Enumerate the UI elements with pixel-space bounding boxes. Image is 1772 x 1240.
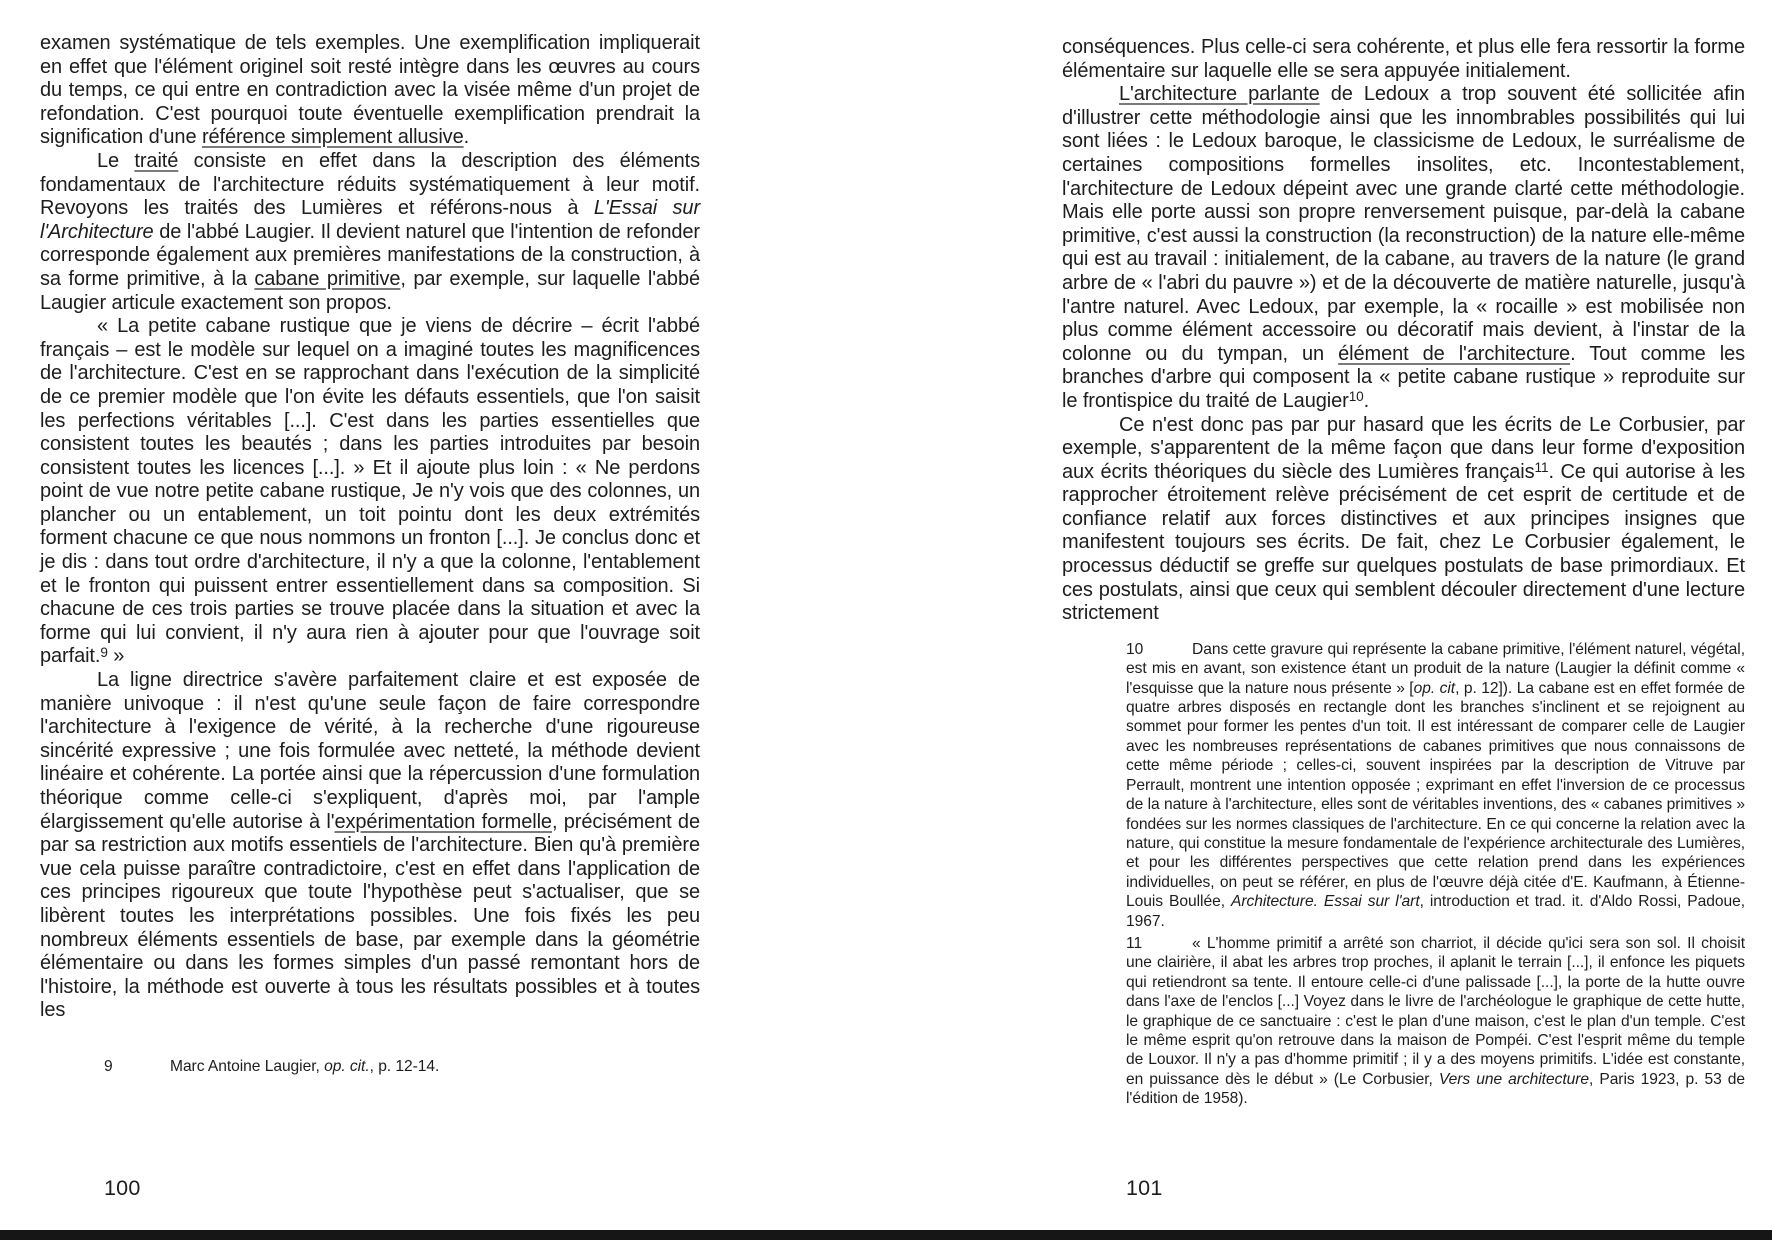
footnote-marker: 10 [1348,389,1364,405]
paragraph [40,150,700,315]
scan-bottom-edge [0,1230,1772,1240]
paragraph [40,315,700,669]
text-segment: , Paris 1923, p. 53 de l'édition de 1958). [1126,1070,1746,1108]
text-segment: Architecture. Essai sur l'art [1230,893,1420,911]
footnote-number: 11 [1126,934,1143,952]
text-segment: examen systématique de tels exemples. Une exemplification impliquerait en effet que l'élément originel soit resté intègre dans les œuvres au cours du temps, ce qui entre en contradiction avec la visée même d'un projet de refondation. C'est pourquoi toute éventuelle exemplification prendrait la signification d'une [40,32,700,149]
text-segment: » [107,645,125,668]
footnote-marker: 9 [100,644,108,660]
text-segment: consiste en effet dans la description des éléments fondamentaux de l'architecture réduits systématiquement à leur motif. Revoyons les traités des Lumières et référons-nous à [40,149,700,220]
text-segment: Dans cette gravure qui représente la cabane primitive, l'élément naturel, végétal, est mis en avant, son existence étant un produit de la nature (Laugier la définit comme « l'esquisse que la nature nous présente » [ [1126,640,1745,697]
footnotes-left [104,1057,664,1076]
body-text-right [1062,36,1745,626]
text-segment: op. cit. [324,1057,370,1075]
text-segment: Le [97,149,135,172]
text-segment: expérimentation formelle [334,810,552,833]
text-segment: Vers une architecture [1438,1070,1589,1088]
text-segment: référence simplement allusive [201,126,464,149]
text-segment: Ce n'est donc pas par pur hasard que les écrits de Le Corbusier, par exemple, s'apparentent de la même façon que dans leur forme d'exposition aux écrits théoriques du siècle des Lumières français [1062,413,1745,483]
footnote [1126,934,1745,1109]
footnote-number: 9 [104,1057,113,1075]
text-segment: L'architecture parlante [1119,83,1320,106]
footnote [104,1057,664,1076]
text-segment: L'Essai sur l'Architecture [40,197,701,243]
text-segment: traité [134,149,179,172]
paragraph [1062,83,1745,413]
text-segment: . Ce qui autorise à les rapprocher étroitement relève précisément de cet esprit de certitude et de confiance relatif aux forces distinctives et aux principes insignes que manifestent toujours ses écrits. De fait, chez Le Corbusier également, le processus déductif se greffe sur quelques postulats de base primordiaux. Et ces postulats, ainsi que ceux qui semblent découler directement d'une lecture strictement [1062,460,1746,625]
text-segment: conséquences. Plus celle-ci sera cohérente, et plus elle fera ressortir la forme élémentaire sur laquelle elle se sera appuyée initialement. [1062,36,1745,82]
text-segment: de l'abbé Laugier. Il devient naturel que l'intention de refonder corresponde également aux premières manifestations de la construction, à sa forme primitive, à la [40,220,700,290]
paragraph [40,669,700,1023]
text-segment: . Tout comme les branches d'arbre qui composent la « petite cabane rustique » reproduite sur le frontispice du traité de Laugier [1062,342,1745,412]
text-segment: op. cit [1413,679,1456,697]
text-segment: , par exemple, sur laquelle l'abbé Laugier articule exactement son propos. [40,267,701,314]
page-number-right: 101 [1126,1176,1163,1200]
text-segment: , p. 12]). La cabane est en effet formée de quatre arbres disposés en rectangle dont les branches s'inclinent et se rejoignent au sommet pour former les pentes d'un toit. Il est intéressant de comparer celle de Laugier avec les nombreuses représentations de cabanes primitives que nous connaissons de cette même période ; celles-ci, souvent inspirées par la description de Vitruve par Perrault, montrent une intention opposée ; exprimant en effet l'inversion de ce processus de la nature à l'architecture, elles sont de véritables inventions, des « cabanes primitives » fondées sur les normes classiques de l'architecture. En ce qui concerne la relation avec la nature, qui constitue la mesure fondamentale de l'expérience architecturale des Lumières, et pour les différentes perspectives que cette relation prend dans les expériences individuelles, on peut se référer, en plus de l'œuvre déjà citée d'E. Kaufmann, à Étienne-Louis Boullée, [1126,679,1745,911]
text-segment: « La petite cabane rustique que je viens de décrire – écrit l'abbé français – est le modèle sur lequel on a imaginé toutes les magnificences de l'architecture. C'est en se rapprochant dans l'exécution de la simplicité de ce premier modèle que l'on évite les défauts essentiels, que l'on saisit les perfections véritables [...]. C'est dans les parties essentielles que consistent toutes les beautés ; dans les parties introduites par besoin consistent toutes les licences [...]. » Et il ajoute plus loin : « Ne perdons point de vue notre petite cabane rustique, Je n'y vois que des colonnes, un plancher ou un entablement, un toit pointu dont les deux extrémités forment chacune ce que nous nommons un fronton [...]. Je conclus donc et je dis : dans tout ordre d'architecture, il n'y a que la colonne, l'entablement et le fronton qui puissent entrer essentiellement dans sa composition. Si chacune de ces trois parties se trouve placée dans la situation et avec la forme qui lui convient, il n'y aura rien à ajouter pour que l'ouvrage soit parfait. [40,315,700,668]
text-segment: « L'homme primitif a arrêté son charriot, il décide qu'ici sera son sol. Il choisit une clairière, il abat les arbres trop proches, il aplanit le terrain [...], il enfonce les piquets qui retiendront sa tente. Il entoure celle-ci d'une palissade [...], la porte de la hutte ouvre dans l'axe de l'enclos [...] Voyez dans le livre de l'archéologue le graphique de cette hutte, le graphique de ce sanctuaire : c'est le plan d'une maison, c'est le plan d'un temple. C'est le même esprit qu'on retrouve dans la maison de Pompéi. C'est l'esprit même du temple de Louxor. Il n'y a pas d'homme primitif ; il y a des moyens primitifs. L'idée est constante, en puissance dès le début » (Le Corbusier, [1126,934,1745,1088]
paragraph [1062,414,1745,626]
footnote [1126,640,1745,931]
page-number-left: 100 [104,1176,141,1200]
text-segment: de Ledoux a trop souvent été sollicitée afin d'illustrer cette méthodologie ainsi que les innombrables possibilités qui lui sont liées : le Ledoux baroque, le classicisme de Ledoux, le surréalisme de certaines compositions formelles insolites, etc. Incontestablement, l'architecture de Ledoux dépeint avec une grande clarté cette méthodologie. Mais elle porte aussi son propre renversement puisque, par-delà la cabane primitive, c'est aussi la construction (la reconstruction) de la nature elle-même qui est au travail : initialement, de la cabane, au travers de la nature (le grand arbre de « l'abri du pauvre ») et de la découverte de matière naturelle, jusqu'à l'antre naturel. Avec Ledoux, par exemple, la « rocaille » est mobilisée non plus comme élément accessoire ou décoratif mais devient, à l'instar de la colonne ou du tympan, un [1062,83,1746,365]
text-segment: , précisément de par sa restriction aux motifs essentiels de l'architecture. Bien qu'à première vue cela puisse paraître contradictoire, c'est en effet dans l'application de ces principes rigoureux que toute l'hypothèse peut s'actualiser, que se libèrent toutes les interprétations possibles. Une fois fixés les peu nombreux éléments essentiels de base, par exemple dans la géométrie élémentaire ou dans les formes simples d'un passé remontant hors de l'histoire, la méthode est ouverte à tous les résultats possibles et à toutes les [40,810,700,1022]
page-left [40,32,700,1222]
text-segment: , introduction et trad. it. d'Aldo Rossi, Padoue, 1967. [1126,893,1746,930]
text-segment: . [463,126,470,149]
text-segment: , p. 12-14. [369,1057,440,1075]
text-segment: Marc Antoine Laugier, [170,1057,325,1075]
text-segment: La ligne directrice s'avère parfaitement claire et est exposée de manière univoque : il n'est qu'une seule façon de faire correspondre l'architecture à l'exigence de vérité, à la recherche d'une rigoureuse sincérité expressive ; une fois formulée avec netteté, la méthode devient linéaire et cohérente. La portée ainsi que la répercussion d'une formulation théorique comme celle-ci s'expliquent, d'après moi, par l'ample élargissement qu'elle autorise à l' [40,669,700,833]
body-text-left [40,32,700,1023]
paragraph [1062,36,1745,83]
text-segment: cabane primitive [254,267,401,290]
footnote-marker: 11 [1534,459,1549,475]
paragraph [40,32,700,150]
page-right [1062,36,1745,1222]
footnotes-right [1126,640,1745,1109]
footnote-number: 10 [1126,640,1144,658]
text-segment: élément de l'architecture [1338,342,1571,365]
text-segment: . [1363,389,1370,412]
